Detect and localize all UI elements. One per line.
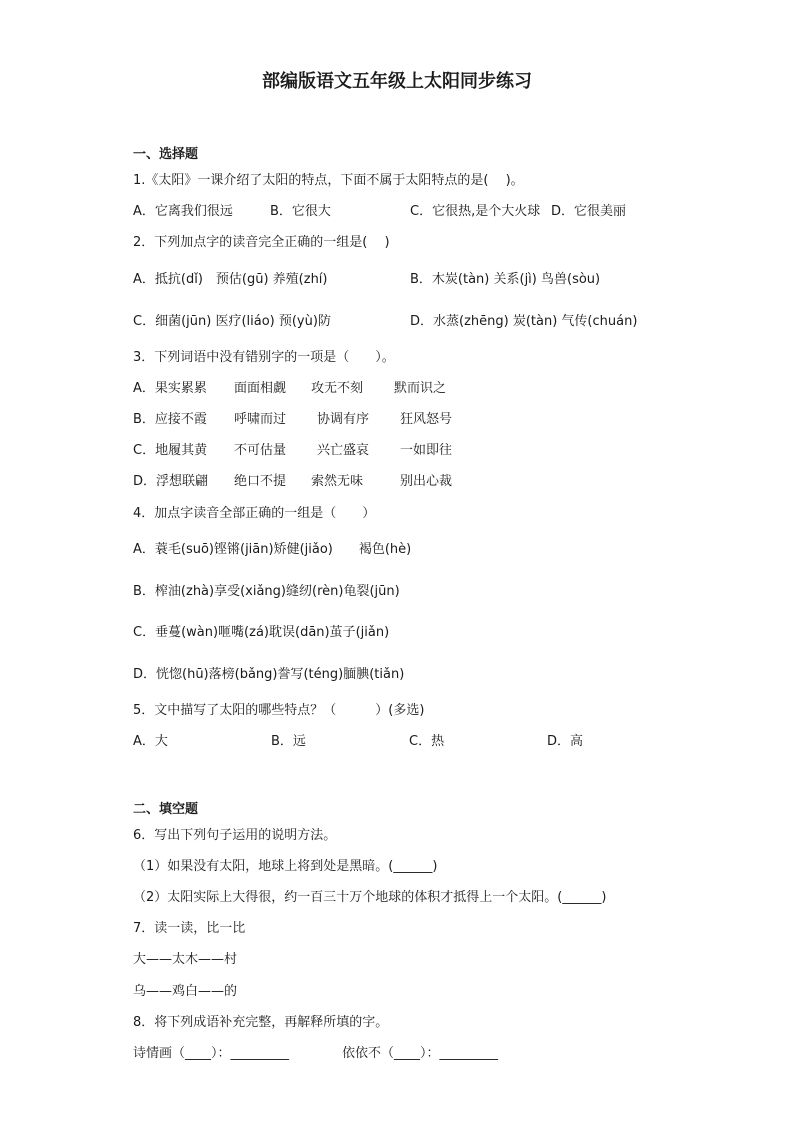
q8-item-1: 诗情画（____）：_________ (133, 1046, 290, 1061)
question-2-stem: 2．下列加点字的读音完全正确的一组是( ) (133, 235, 390, 250)
question-3-stem: 3．下列词语中没有错别字的一项是（ ）。 (133, 350, 395, 365)
q2-option-a: A．抵抗(dǐ) 预估(gū) 养殖(zhí) (133, 272, 328, 287)
q3-option-d-2: 绝口不提 (234, 474, 287, 489)
q3-option-a-3: 攻无不刻 (311, 381, 364, 396)
q4-option-d: D．恍惚(hū)落榜(bǎng)誊写(téng)腼腆(tiǎn) (133, 667, 405, 682)
q3-option-a-4: 默而识之 (394, 381, 447, 396)
q3-option-b-1: B．应接不霞 (133, 412, 207, 427)
question-8-stem: 8．将下列成语补充完整，再解释所填的字。 (133, 1015, 389, 1030)
q6-item-2: （2）太阳实际上大得很，约一百三十万个地球的体积才抵得上一个太阳。(______) (133, 890, 607, 905)
q3-option-c-3: 兴亡盛哀 (317, 443, 370, 458)
q4-option-c: C．垂蔓(wàn)咂嘴(zá)耽误(dān)茧子(jiǎn) (133, 625, 390, 640)
q3-option-d-4: 别出心裁 (400, 474, 453, 489)
q2-option-c: C．细菌(jūn) 医疗(liáo) 预(yù)防 (133, 314, 331, 329)
q6-item-1: （1）如果没有太阳，地球上将到处是黑暗。(______) (133, 859, 438, 874)
q3-option-b-4: 狂风怒号 (400, 412, 453, 427)
q3-option-c-2: 不可估量 (234, 443, 287, 458)
q3-option-b-3: 协调有序 (317, 412, 370, 427)
q3-option-b-2: 呼啸而过 (234, 412, 287, 427)
question-4-stem: 4．加点字读音全部正确的一组是（ ） (133, 506, 376, 521)
q3-option-c-1: C．地履其黄 (133, 443, 208, 458)
q1-option-a: A．它离我们很远 (133, 204, 233, 219)
q5-option-b: B．远 (271, 734, 306, 749)
q1-option-c: C．它很热,是个大火球 (410, 204, 541, 219)
q5-option-d: D．高 (547, 734, 584, 749)
q7-item-2: 乌——鸡白——的 (133, 984, 238, 999)
q1-option-b: B．它很大 (270, 204, 331, 219)
q2-option-b: B．木炭(tàn) 关系(jì) 鸟兽(sòu) (410, 272, 601, 287)
page-title: 部编版语文五年级上太阳同步练习 (262, 71, 532, 92)
q3-option-d-1: D．浮想联翩 (133, 474, 209, 489)
q5-option-a: A．大 (133, 734, 168, 749)
q7-item-1: 大——太木——村 (133, 952, 238, 967)
q5-option-c: C．热 (409, 734, 445, 749)
q2-option-d: D．水蒸(zhēng) 炭(tàn) 气传(chuán) (410, 314, 638, 329)
q1-option-d: D．它很美丽 (551, 204, 627, 219)
question-7-stem: 7．读一读，比一比 (133, 921, 246, 936)
q3-option-d-3: 索然无味 (311, 474, 364, 489)
section-heading-fill: 二、填空题 (133, 802, 199, 817)
question-6-stem: 6．写出下列句子运用的说明方法。 (133, 828, 337, 843)
section-heading-choice: 一、选择题 (133, 147, 199, 162)
q3-option-c-4: 一如即往 (400, 443, 453, 458)
q3-option-a-2: 面面相觑 (234, 381, 287, 396)
q4-option-b: B．榨油(zhà)享受(xiǎng)缝纫(rèn)龟裂(jūn) (133, 584, 400, 599)
q8-item-2: 依依不（____）：_________ (342, 1046, 499, 1061)
question-5-stem: 5．文中描写了太阳的哪些特点？（ ）(多选) (133, 703, 425, 718)
q4-option-a: A．蓑毛(suō)铿锵(jiān)矫健(jiǎo) 褐色(hè) (133, 542, 412, 557)
question-1-stem: 1.《太阳》一课介绍了太阳的特点，下面不属于太阳特点的是( )。 (133, 173, 524, 188)
q3-option-a-1: A．果实累累 (133, 381, 207, 396)
